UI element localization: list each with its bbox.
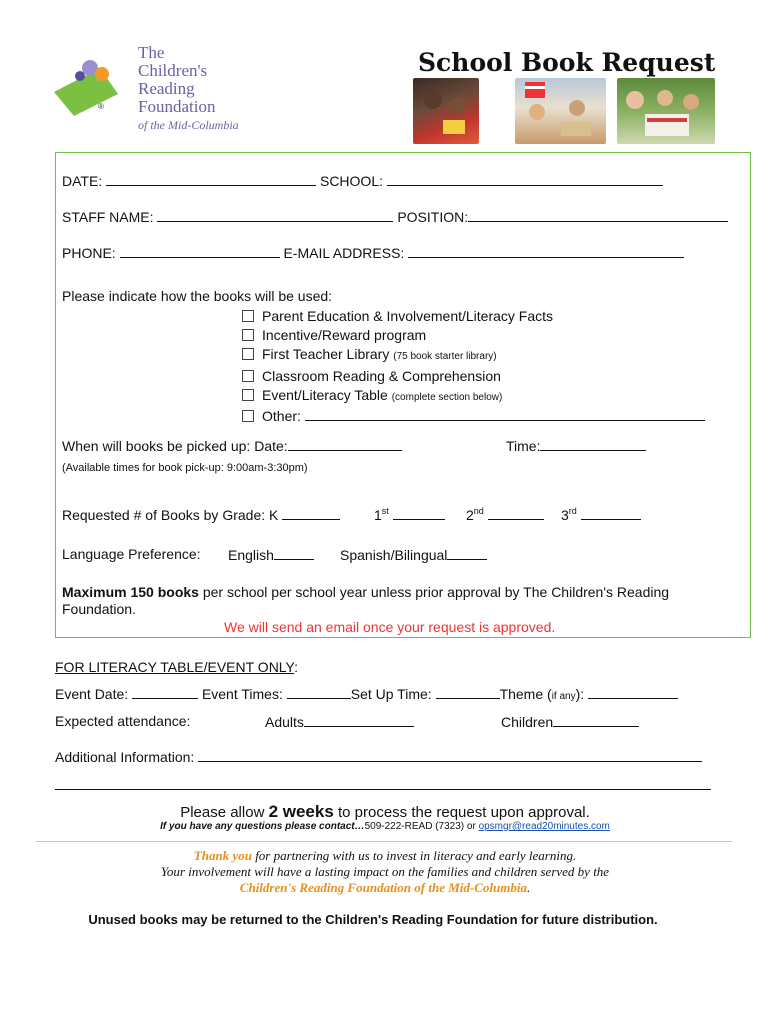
attendance-label: Expected attendance: <box>55 713 191 729</box>
allow-post: to process the request upon approval. <box>333 804 590 821</box>
pickup-row <box>62 437 402 454</box>
org-line <box>0 880 770 896</box>
attendance-children <box>501 713 639 730</box>
usage-option-label: Event/Literacy Table <box>262 386 388 403</box>
grade-2 <box>466 506 544 523</box>
usage-option[interactable] <box>242 407 705 426</box>
checkbox[interactable] <box>242 389 254 401</box>
row-date-school <box>62 172 663 189</box>
event-heading-text: FOR LITERACY TABLE/EVENT ONLY <box>55 659 295 675</box>
setup-time-label: Set Up Time: <box>350 686 432 702</box>
grades-label: Requested # of Books by Grade: K <box>62 507 279 523</box>
grade-3-field[interactable] <box>581 506 641 520</box>
spanish-label: Spanish/Bilingual <box>340 547 448 563</box>
page-title: School Book Request <box>418 48 716 77</box>
usage-prompt: Please indicate how the books will be used: <box>62 288 333 304</box>
additional-row <box>55 748 702 765</box>
logo-line-2: Children's <box>138 61 208 80</box>
impact-line: Your involvement will have a lasting impact on the families and children served by the <box>160 864 610 879</box>
pickup-date-label: When will books be picked up: Date: <box>62 438 288 454</box>
usage-options <box>242 307 705 426</box>
maximum-note <box>62 584 742 618</box>
event-date-label: Event Date: <box>55 686 129 702</box>
grade-2-field[interactable] <box>488 506 544 520</box>
maximum-rest: per school per school year unless prior approval by The Children's Reading <box>198 584 670 600</box>
usage-option-label: Other: <box>262 408 301 425</box>
usage-option[interactable] <box>242 386 705 407</box>
grade-2-suffix: nd <box>473 506 484 516</box>
thanks-line <box>0 848 770 864</box>
position-field[interactable] <box>468 208 728 222</box>
allow-pre: Please allow <box>180 804 269 821</box>
org-name: Children's Reading Foundation of the Mid-Columbia <box>239 880 527 895</box>
staff-name-field[interactable] <box>157 208 393 222</box>
logo-mark-icon <box>52 54 132 120</box>
email-field[interactable] <box>408 244 684 258</box>
usage-option-note: (complete section below) <box>391 391 503 403</box>
usage-option[interactable] <box>242 326 705 345</box>
event-date-field[interactable] <box>132 685 198 699</box>
event-heading <box>55 659 298 675</box>
date-field[interactable] <box>106 172 316 186</box>
language-spanish <box>340 546 487 563</box>
checkbox[interactable] <box>242 348 254 360</box>
theme-note: if any <box>551 691 576 702</box>
theme-label-end: ): <box>575 686 585 702</box>
adults-label: Adults <box>265 714 304 730</box>
additional-label: Additional Information: <box>55 749 195 765</box>
logo-line-3: Reading <box>138 79 195 98</box>
thanks-rest: for partnering with us to invest in literacy and early learning. <box>251 848 577 863</box>
english-label: English <box>228 547 274 563</box>
thanks-orange: Thank you <box>193 848 252 863</box>
logo-text <box>138 44 239 134</box>
photo-classroom-reading <box>515 78 606 144</box>
allow-bold: 2 weeks <box>268 802 334 821</box>
usage-option[interactable] <box>242 307 705 326</box>
usage-option-label: First Teacher Library <box>262 346 390 363</box>
grade-3 <box>561 506 641 523</box>
event-heading-colon: : <box>294 659 299 675</box>
contact-phone: 509-222-READ (7323) or <box>364 821 479 832</box>
school-label: SCHOOL: <box>319 173 383 189</box>
contact-email-link[interactable]: opsmgr@read20minutes.com <box>478 821 610 832</box>
attendance-row <box>55 713 190 729</box>
contact-pre: If you have any questions please contact… <box>160 821 365 832</box>
grade-3-suffix: rd <box>568 506 577 516</box>
additional-field-line2[interactable] <box>55 789 711 790</box>
usage-option[interactable] <box>242 345 705 366</box>
grade-k-field[interactable] <box>282 506 340 520</box>
maximum-bold: Maximum 150 books <box>62 584 199 600</box>
grade-3-label: 3 <box>561 507 569 523</box>
logo-registered-mark: ® <box>98 102 104 111</box>
position-label: POSITION: <box>397 209 469 225</box>
pickup-note: (Available times for book pick-up: 9:00am-3:30pm) <box>62 462 308 474</box>
usage-option-label: Classroom Reading & Comprehension <box>262 367 501 384</box>
date-label: DATE: <box>62 173 103 189</box>
checkbox[interactable] <box>242 370 254 382</box>
phone-field[interactable] <box>120 244 280 258</box>
other-field[interactable] <box>305 407 705 421</box>
usage-option-note: (75 book starter library) <box>393 351 497 363</box>
email-label: E-MAIL ADDRESS: <box>283 245 405 261</box>
adults-field[interactable] <box>304 713 414 727</box>
email-notice: We will send an email once your request is approved. <box>224 619 556 635</box>
attendance-adults <box>265 713 414 730</box>
pickup-time-label: Time: <box>506 438 541 454</box>
grades-row <box>62 506 340 523</box>
checkbox[interactable] <box>242 329 254 341</box>
logo-line-1: The <box>138 43 165 62</box>
grade-1 <box>374 506 445 523</box>
language-english <box>228 546 314 563</box>
usage-option-label: Incentive/Reward program <box>262 327 427 344</box>
photo-family-reading <box>413 78 479 144</box>
staff-name-label: STAFF NAME: <box>62 209 154 225</box>
logo <box>52 43 252 134</box>
pickup-time-field[interactable] <box>540 437 646 451</box>
unused-note: Unused books may be returned to the Children's Reading Foundation for future distribution. <box>88 912 658 927</box>
pickup-time <box>506 437 646 454</box>
language-row <box>62 546 201 562</box>
grade-1-suffix: st <box>381 506 389 516</box>
photo-family-book <box>617 78 715 144</box>
language-label: Language Preference: <box>62 546 201 562</box>
allow-note <box>0 802 770 822</box>
maximum-line2: Foundation. <box>62 601 136 617</box>
checkbox[interactable] <box>242 410 254 422</box>
usage-option-label: Parent Education & Involvement/Literacy Facts <box>262 308 554 324</box>
pickup-date-field[interactable] <box>288 437 402 451</box>
setup-time-field[interactable] <box>436 685 500 699</box>
grade-1-label: 1 <box>374 507 382 523</box>
grade-1-field[interactable] <box>393 506 445 520</box>
grade-2-label: 2 <box>466 507 474 523</box>
logo-line-4: Foundation <box>138 97 216 116</box>
english-field[interactable] <box>274 546 314 560</box>
org-dot: . <box>526 880 531 895</box>
event-row <box>55 685 678 702</box>
theme-label: Theme ( <box>499 686 552 702</box>
checkbox[interactable] <box>242 310 254 322</box>
row-phone-email <box>62 244 684 261</box>
theme-field[interactable] <box>588 685 678 699</box>
phone-label: PHONE: <box>62 245 116 261</box>
event-times-label: Event Times: <box>201 686 283 702</box>
children-label: Children <box>501 714 554 730</box>
spanish-field[interactable] <box>447 546 487 560</box>
logo-subtitle: of the Mid-Columbia <box>138 118 239 132</box>
usage-option[interactable] <box>242 367 705 386</box>
contact-note <box>0 821 770 832</box>
children-field[interactable] <box>553 713 639 727</box>
additional-field[interactable] <box>198 748 702 762</box>
event-times-field[interactable] <box>287 685 351 699</box>
footer-divider <box>36 841 732 842</box>
row-staff-position <box>62 208 728 225</box>
school-field[interactable] <box>387 172 663 186</box>
